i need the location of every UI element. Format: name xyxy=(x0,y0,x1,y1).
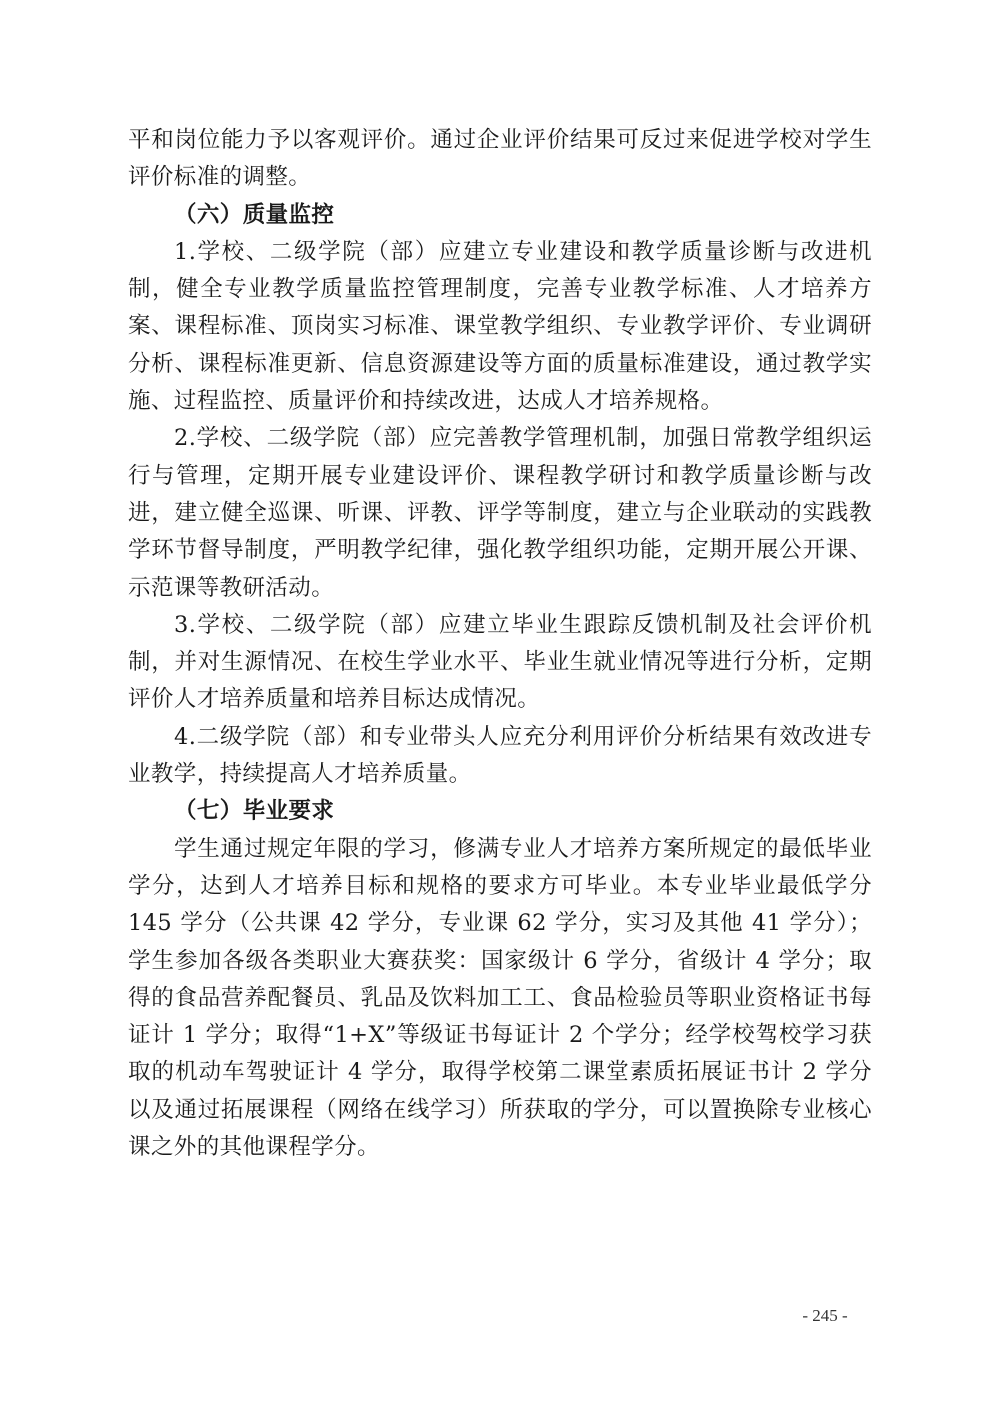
paragraph-item-1: 1.学校、二级学院（部）应建立专业建设和教学质量诊断与改进机制，健全专业教学质量监控管理制度，完善专业教学标准、人才培养方案、课程标准、顶岗实习标准、课堂教学组织、专业教学评价、专业调研分析、课程标准更新、信息资源建设等方面的质量标准建设，通过教学实施、过程监控、质量评价和持续改进，达成人才培养规格。 xyxy=(128,238,872,415)
section-heading-graduation-requirements: （七）毕业要求 xyxy=(174,798,335,825)
paragraph-item-2: 2.学校、二级学院（部）应完善教学管理机制，加强日常教学组织运行与管理，定期开展专业建设评价、课程教学研讨和教学质量诊断与改进，建立健全巡课、听课、评教、评学等制度，建立与企业联动的实践教学环节督导制度，严明教学纪律，强化教学组织功能，定期开展公开课、示范课等教研活动。 xyxy=(128,425,872,601)
paragraph-item-3: 3.学校、二级学院（部）应建立毕业生跟踪反馈机制及社会评价机制，并对生源情况、在校生学业水平、毕业生就业情况等进行分析，定期评价人才培养质量和培养目标达成情况。 xyxy=(128,611,872,713)
paragraph-graduation: 学生通过规定年限的学习，修满专业人才培养方案所规定的最低毕业学分，达到人才培养目标和规格的要求方可毕业。本专业毕业最低学分 145 学分（公共课 42 学分，专业课 62 学分，实习及其他 41 学分）；学生参加各级各类职业大赛获奖：国家级计 6 学分，省级计 4 学分；取得的食品营养配餐员、乳品及饮料加工工、食品检验员等职业资格证书每证计 1 学分；取得“1+X”等级证书每证计 2 个学分；经学校驾校学习获取的机动车驾驶证计 4 学分，取得学校第二课堂素质拓展证书计 2 学分以及通过拓展课程（网络在线学习）所获取的学分，可以置换除专业核心课之外的其他课程学分。 xyxy=(128,835,872,1161)
page-number: - 245 - xyxy=(802,1306,848,1325)
section-heading-quality-monitoring: （六）质量监控 xyxy=(174,201,335,228)
document-body xyxy=(128,122,872,1166)
paragraph-item-4: 4.二级学院（部）和专业带头人应充分利用评价分析结果有效改进专业教学，持续提高人才培养质量。 xyxy=(128,723,872,788)
paragraph-continuation: 平和岗位能力予以客观评价。通过企业评价结果可反过来促进学校对学生评价标准的调整。 xyxy=(128,127,872,191)
